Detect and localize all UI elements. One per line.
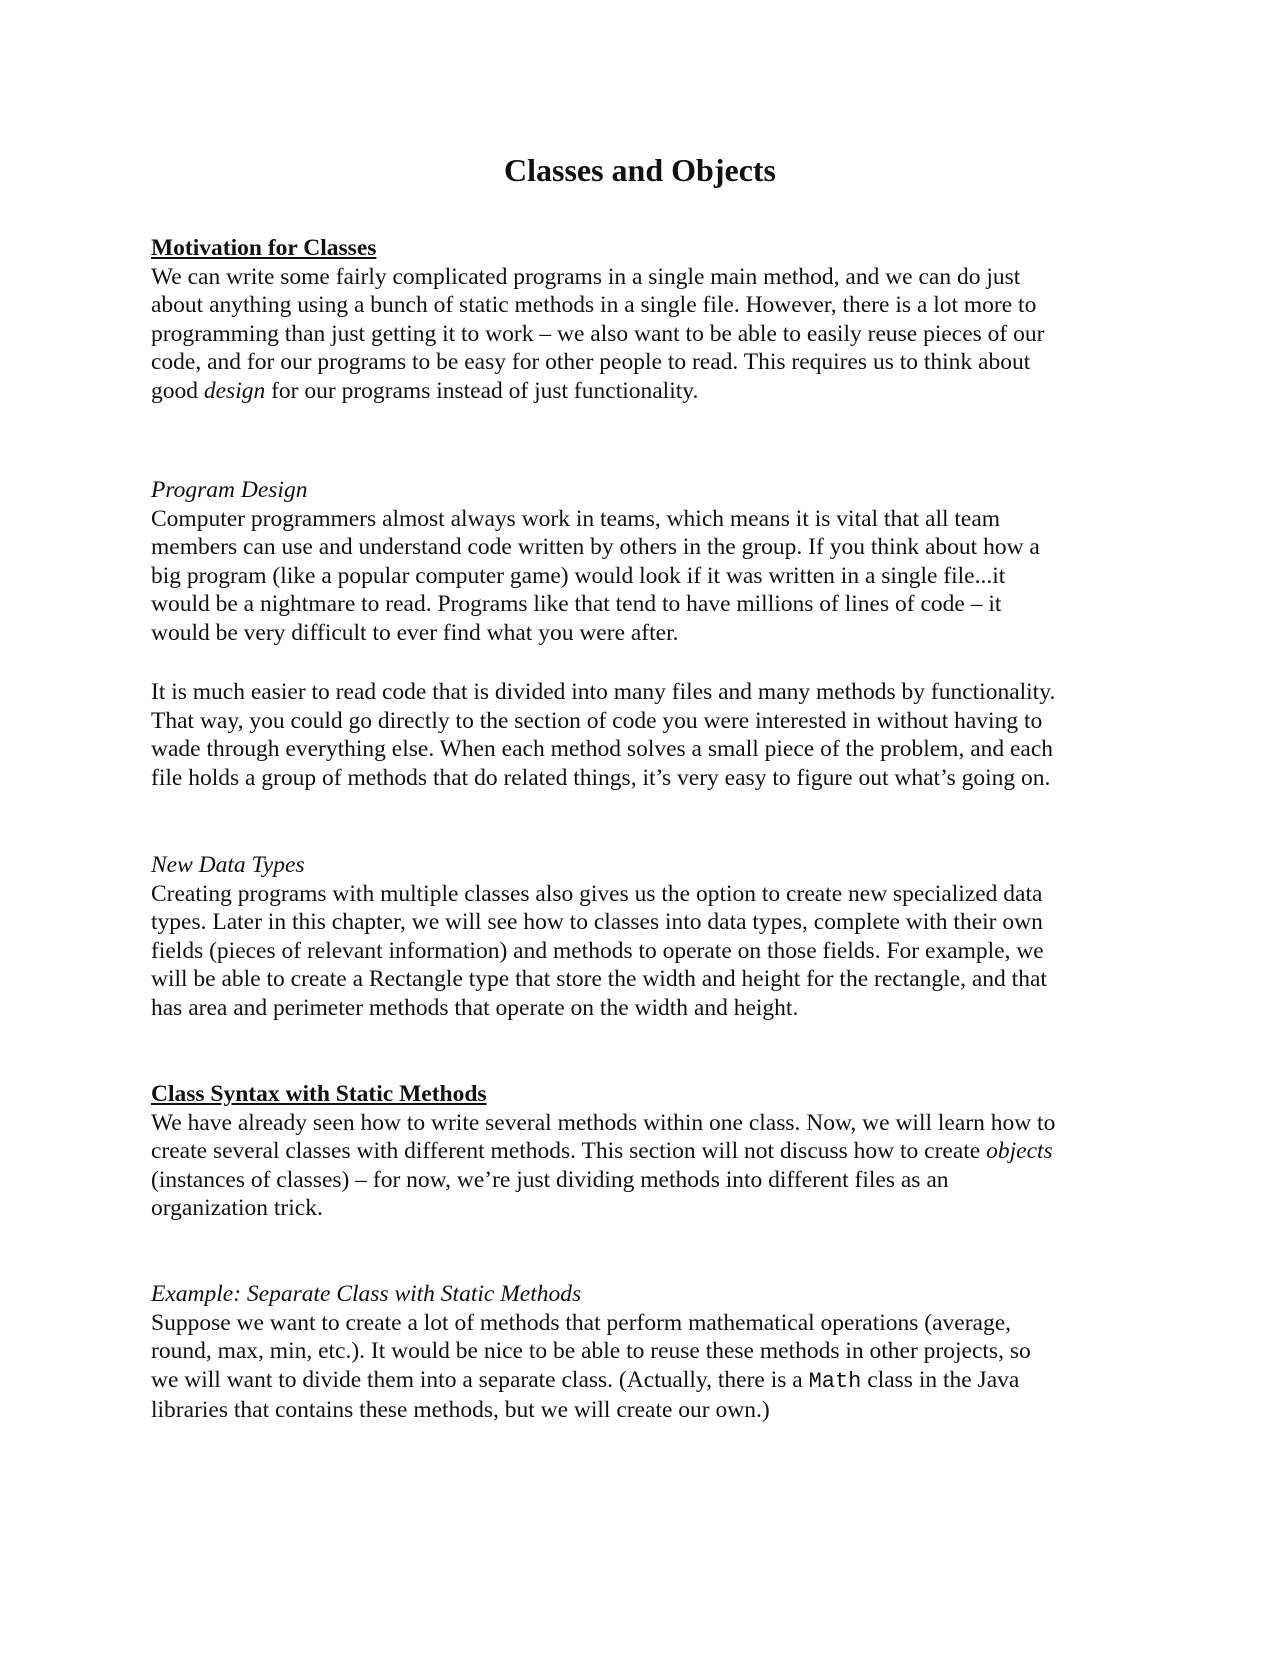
paragraph-line: (instances of classes) – for now, we’re just dividing methods into different files as an	[151, 1166, 949, 1193]
paragraph-line: round, max, min, etc.). It would be nice to be able to reuse these methods in other projects, so	[151, 1338, 1031, 1364]
paragraph-line: types. Later in this chapter, we will see how to classes into data types, complete with their own	[151, 909, 1043, 935]
emphasis-design: design	[203, 377, 266, 404]
paragraph-line: code, and for our programs to be easy for other people to read. This requires us to think about	[151, 349, 1031, 375]
paragraph-line: We can write some fairly complicated programs in a single main method, and we can do just	[151, 263, 1021, 290]
section-class-syntax	[151, 1080, 1141, 1223]
paragraph-line: big program (like a popular computer game) would look if it was written in a single file...it	[151, 562, 1006, 589]
paragraph-line: We have already seen how to write several methods within one class. Now, we will learn how to	[151, 1109, 1056, 1136]
paragraph-line: will be able to create a Rectangle type that store the width and height for the rectangle, and that	[151, 966, 1047, 992]
text-run: good	[151, 377, 204, 404]
paragraph-line: It is much easier to read code that is divided into many files and many methods by functionality.	[151, 679, 1056, 705]
paragraph-line: wade through everything else. When each method solves a small piece of the problem, and each	[151, 736, 1054, 762]
paragraph-line	[151, 1137, 1141, 1166]
section-heading-program-design: Program Design	[151, 477, 308, 503]
section-heading-new-data-types: New Data Types	[151, 852, 305, 878]
section-program-design	[151, 476, 1141, 647]
paragraph-line: Computer programmers almost always work in teams, which means it is vital that all team	[151, 505, 1001, 532]
paragraph-line: organization trick.	[151, 1195, 323, 1221]
section-program-design-p2	[151, 678, 1141, 792]
paragraph-line	[151, 377, 1141, 406]
code-math: Math	[808, 1368, 862, 1394]
paragraph-line: libraries that contains these methods, but we will create our own.)	[151, 1397, 770, 1423]
paragraph-line: Creating programs with multiple classes also gives us the option to create new specialized data	[151, 880, 1043, 907]
paragraph-line: file holds a group of methods that do related things, it’s very easy to figure out what’s going on.	[151, 764, 1051, 791]
section-example	[151, 1280, 1141, 1425]
section-new-data-types	[151, 851, 1141, 1022]
paragraph-line: fields (pieces of relevant information) and methods to operate on those fields. For example, we	[151, 937, 1044, 964]
paragraph-line: That way, you could go directly to the section of code you were interested in without having to	[151, 707, 1043, 734]
emphasis-objects: objects	[986, 1138, 1053, 1164]
text-run: create several classes with different methods. This section will not discuss how to create	[151, 1138, 987, 1164]
paragraph-line: would be a nightmare to read. Programs like that tend to have millions of lines of code – it	[151, 591, 1002, 617]
page-title: Classes and Objects	[503, 152, 776, 188]
section-heading-class-syntax: Class Syntax with Static Methods	[151, 1081, 487, 1107]
paragraph-line	[151, 1366, 1141, 1397]
text-run: we will want to divide them into a separate class. (Actually, there is a	[151, 1366, 809, 1393]
paragraph-line: has area and perimeter methods that operate on the width and height.	[151, 994, 799, 1021]
paragraph-line: about anything using a bunch of static methods in a single file. However, there is a lot more to	[151, 292, 1037, 318]
paragraph-line: programming than just getting it to work – we also want to be able to easily reuse pieces of our	[151, 320, 1045, 347]
paragraph-line: Suppose we want to create a lot of methods that perform mathematical operations (average,	[151, 1309, 1012, 1336]
section-heading-example: Example: Separate Class with Static Methods	[151, 1281, 582, 1307]
text-run: for our programs instead of just functionality.	[265, 377, 699, 404]
paragraph-line: would be very difficult to ever find what you were after.	[151, 619, 679, 646]
section-motivation	[151, 234, 1141, 405]
paragraph-line: members can use and understand code written by others in the group. If you think about how a	[151, 534, 1040, 560]
text-run: class in the Java	[861, 1366, 1020, 1393]
section-heading-motivation: Motivation for Classes	[151, 235, 377, 261]
